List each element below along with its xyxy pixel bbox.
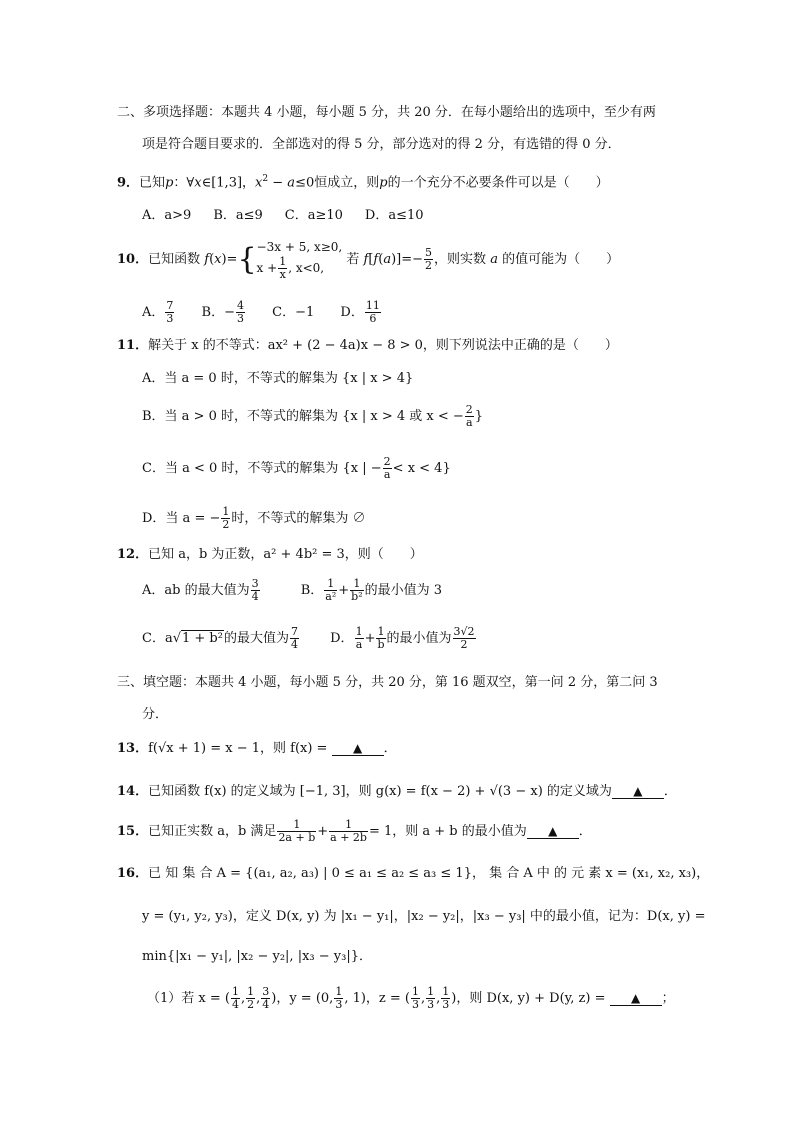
option-c[interactable]: C．a≥10 <box>284 208 343 223</box>
option-d[interactable]: D． $\frac{1}{a}$ + $\frac{1}{b}$ 的最小值为 $\frac{3√2}{2}$ <box>330 625 475 651</box>
question-12-options-cd <box>142 624 477 654</box>
section-3-line-1: 三、填空题：本题共 4 小题，每小题 5 分，共 20 分，第 16 题双空，第一问 2 分，第二问 3 <box>117 675 658 690</box>
section-2-line-1: 二、多项选择题：本题共 4 小题，每小题 5 分，共 20 分．在每小题给出的选项中，至少有两 <box>117 105 656 120</box>
option-d[interactable]: D．当 a = − $\frac{1}{2}$ 时，不等式的解集为 ∅ <box>142 505 366 531</box>
question-number: 12． <box>117 547 149 562</box>
question-16-line-2: y = (y₁, y₂, y₃)，定义 D(x, y) 为 |x₁ − y₁|，|x₂ − y₂|，|x₃ − y₃| 中的最小值，记为：D(x, y) = <box>142 909 706 924</box>
option-c[interactable]: C．−1 <box>272 305 315 320</box>
question-12: 12．已知 a，b 为正数，a² + 4b² = 3，则（ ） <box>117 547 423 562</box>
answer-blank[interactable]: ▲ <box>612 784 664 799</box>
question-number: 11． <box>117 338 149 353</box>
option-a[interactable]: A．ab 的最大值为 $\frac{3}{4}$ <box>142 577 259 603</box>
section-2-line-2: 项是符合题目要求的．全部选对的得 5 分，部分选对的得 2 分，有选错的得 0 分． <box>142 137 621 152</box>
question-16-line-3: min{|x₁ − y₁|, |x₂ − y₂|, |x₃ − y₃|}． <box>142 949 372 964</box>
option-b[interactable]: B．当 a > 0 时，不等式的解集为 {x | x > 4 或 x < − $\frac{2}{a}$ } <box>142 403 484 429</box>
answer-blank[interactable]: ▲ <box>332 741 384 756</box>
question-16: 16．已 知 集 合 A = {(a₁, a₂, a₃) | 0 ≤ a₁ ≤ a₂ ≤ a₃ ≤ 1}， 集 合 A 中 的 元 素 x = (x₁, x₂, x₃)， <box>117 866 710 881</box>
question-12-options-ab <box>142 576 442 606</box>
question-number: 14． <box>117 784 149 799</box>
option-a[interactable]: A．a>9 <box>142 208 192 223</box>
question-number: 9． <box>117 175 140 191</box>
question-number: 10． <box>117 252 149 267</box>
section-3-line-2: 分． <box>142 707 169 722</box>
question-number: 15． <box>117 824 149 839</box>
option-a[interactable]: A． $\frac{7}{3}$ <box>142 299 174 325</box>
question-13: 13．f(√x + 1) = x − 1，则 f(x) = ▲ ． <box>117 741 397 756</box>
piecewise-function: −3x + 5, x≥0, x + $\frac{1}{x}$ , x<0, <box>256 239 343 281</box>
option-c[interactable]: C．a√1 + b²的最大值为 $\frac{7}{4}$ <box>142 625 298 651</box>
option-c[interactable]: C．当 a < 0 时，不等式的解集为 {x | − $\frac{2}{a}$ < x < 4} <box>142 455 451 481</box>
question-11: 11．解关于 x 的不等式：ax² + (2 − 4a)x − 8 > 0，则下列说法中正确的是（ ） <box>117 338 618 353</box>
piecewise-brace: { <box>237 241 257 277</box>
question-number: 16． <box>117 866 149 881</box>
question-16-part-1: （1）若 x = ( $\frac{1}{4}$ , $\frac{1}{2}$ , $\frac{3}{4}$ )，y = (0, $\frac{1}{3}$ , 1)，z = ( $\frac{1}{3}$ , $\frac{1}{3}$ , $\frac{1}{3}$ )，则 D(x, y) + D(y, z) = ▲ ； <box>147 985 675 1011</box>
option-d[interactable]: D． $\frac{11}{6}$ <box>340 299 380 325</box>
option-d[interactable]: D．a≤10 <box>364 208 424 223</box>
option-b[interactable]: B． $\frac{1}{\text{a²}}$ + $\frac{1}{\text{b²}}$ 的最小值为 3 <box>300 577 443 603</box>
question-14: 14．已知函数 f(x) 的定义域为 [−1, 3]，则 g(x) = f(x − 2) + √(3 − x) 的定义域为 ▲ ． <box>117 784 677 799</box>
question-number: 13． <box>117 741 149 756</box>
answer-blank[interactable]: ▲ <box>610 991 662 1006</box>
question-9: 9．已知p：∀x∈[1,3]，$x^2 - a\le 0$恒成立，则p的一个充分不必要条件可以是（ ） <box>117 174 609 191</box>
question-9-options <box>142 207 424 225</box>
question-15: 15．已知正实数 a，b 满足 $\frac{1}{2a + b}$ + $\frac{1}{a + 2b}$ = 1，则 a + b 的最小值为 ▲ ． <box>117 818 592 844</box>
question-10-options <box>142 300 382 326</box>
option-b[interactable]: B．− $\frac{4}{3}$ <box>201 299 244 325</box>
option-b[interactable]: B．a≤9 <box>213 208 263 223</box>
answer-blank[interactable]: ▲ <box>527 824 579 839</box>
option-a[interactable]: A．当 a = 0 时，不等式的解集为 {x | x > 4} <box>142 371 414 386</box>
question-10: 10．已知函数 f(x)={ −3x + 5, x≥0, x + $\frac{1}{x}$ , x<0, 若 f[f(a)]=− $\frac{5}{2}$ ，则实数 a 的值可能为（ ） <box>117 239 620 281</box>
